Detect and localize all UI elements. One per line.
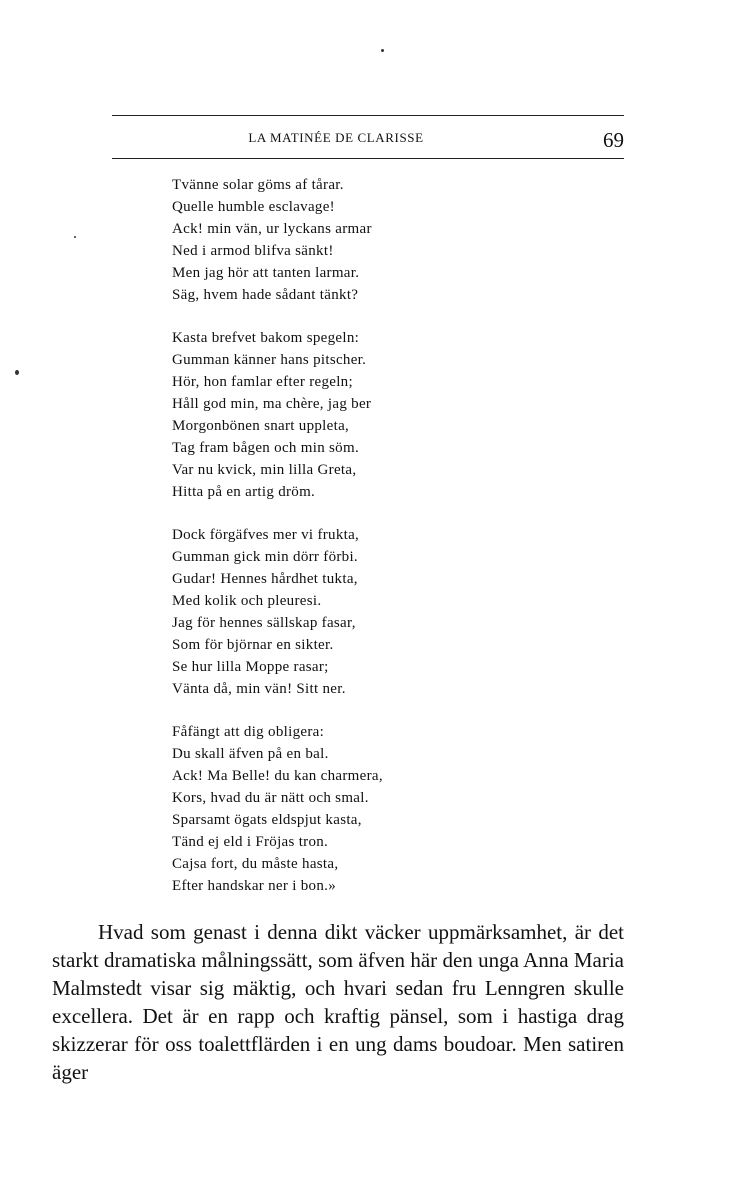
- poem-line: Med kolik och pleuresi.: [172, 593, 322, 609]
- header-rule-bottom: [112, 158, 624, 159]
- poem-line: Håll god min, ma chère, jag ber: [172, 396, 372, 412]
- poem-line: Efter handskar ner i bon.»: [172, 878, 336, 894]
- print-speck: [74, 236, 76, 238]
- poem-line: Ack! min vän, ur lyckans armar: [172, 221, 372, 237]
- poem-line: Hör, hon famlar efter regeln;: [172, 374, 353, 390]
- print-speck: [381, 49, 384, 52]
- poem-line: Gumman gick min dörr förbi.: [172, 549, 358, 565]
- poem: [172, 174, 472, 918]
- poem-line: Ned i armod blifva sänkt!: [172, 243, 334, 259]
- poem-line: Morgonbönen snart uppleta,: [172, 418, 350, 434]
- poem-stanza: [172, 327, 472, 503]
- print-speck: [15, 370, 19, 375]
- running-title: LA MATINÉE DE CLARISSE: [248, 130, 424, 145]
- poem-line: Sparsamt ögats eldspjut kasta,: [172, 812, 362, 828]
- header-rule-top: [112, 115, 624, 116]
- poem-line: Dock förgäfves mer vi frukta,: [172, 527, 360, 543]
- poem-line: Kors, hvad du är nätt och smal.: [172, 790, 369, 806]
- poem-line: Gumman känner hans pitscher.: [172, 352, 367, 368]
- poem-stanza: [172, 721, 472, 897]
- poem-line: Som för björnar en sikter.: [172, 637, 334, 653]
- poem-line: Du skall äfven på en bal.: [172, 746, 329, 762]
- running-head: [112, 128, 624, 152]
- poem-line: Quelle humble esclavage!: [172, 199, 335, 215]
- poem-stanza: [172, 174, 472, 306]
- poem-line: Gudar! Hennes hårdhet tukta,: [172, 571, 358, 587]
- poem-line: Var nu kvick, min lilla Greta,: [172, 462, 357, 478]
- poem-line: Fåfängt att dig obligera:: [172, 724, 325, 740]
- page-number: 69: [603, 128, 624, 152]
- poem-stanza: [172, 524, 472, 700]
- poem-line: Men jag hör att tanten larmar.: [172, 265, 360, 281]
- poem-line: Cajsa fort, du måste hasta,: [172, 856, 339, 872]
- poem-line: Kasta brefvet bakom spegeln:: [172, 330, 360, 346]
- poem-line: Ack! Ma Belle! du kan charmera,: [172, 768, 383, 784]
- poem-line: Hitta på en artig dröm.: [172, 484, 316, 500]
- poem-line: Se hur lilla Moppe rasar;: [172, 659, 329, 675]
- poem-line: Tvänne solar göms af tårar.: [172, 177, 344, 193]
- prose-paragraph: Hvad som genast i denna dikt väcker uppmärksamhet, är det starkt dramatiska målningssätt, som äfven här den unga Anna Maria Malmstedt visar sig mäktig, och hvari sedan fru Lenngren skulle excellera. Det är en rapp och kraftig pänsel, som i hastiga drag skizzerar för oss toalettflärden i en ung dams boudoar. Men satiren äger: [52, 920, 624, 1084]
- poem-line: Jag för hennes sällskap fasar,: [172, 615, 356, 631]
- poem-line: Tänd ej eld i Fröjas tron.: [172, 834, 329, 850]
- poem-line: Säg, hvem hade sådant tänkt?: [172, 287, 359, 303]
- poem-line: Vänta då, min vän! Sitt ner.: [172, 681, 346, 697]
- poem-line: Tag fram bågen och min söm.: [172, 440, 360, 456]
